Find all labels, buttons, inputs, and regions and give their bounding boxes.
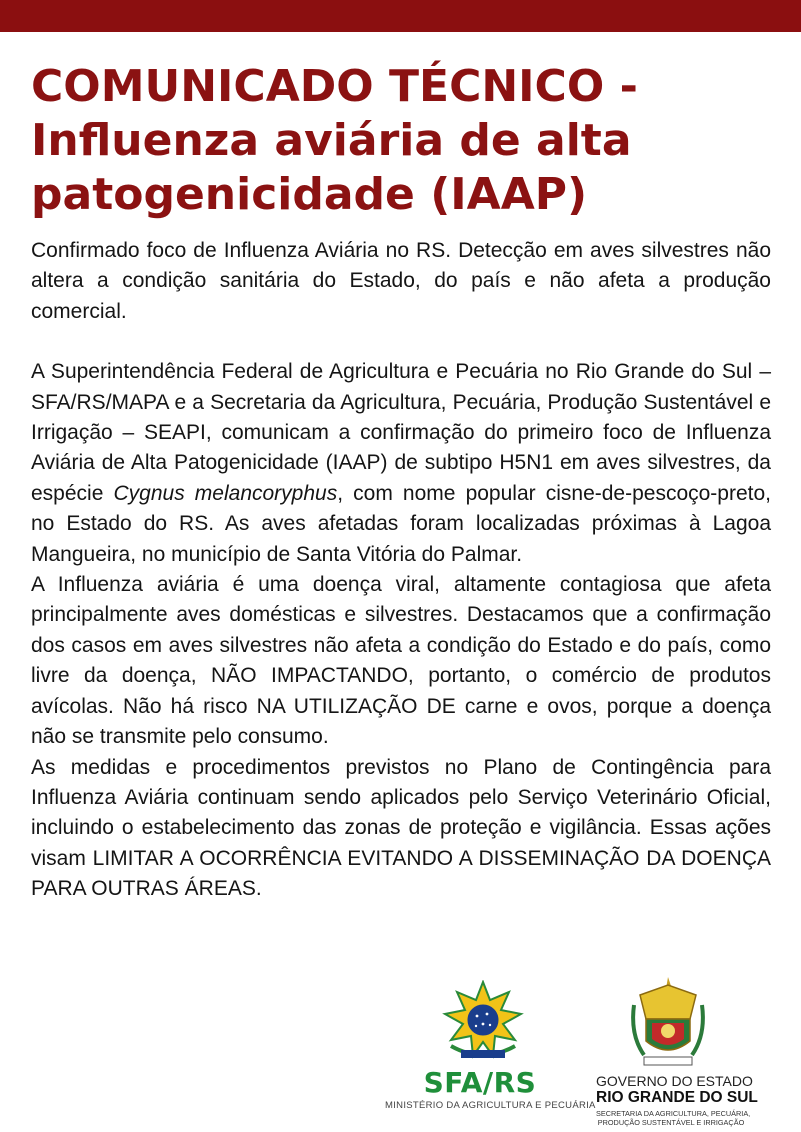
confirmation-paragraph: [31, 357, 771, 570]
measures-paragraph: As medidas e procedimentos previstos no Plano de Contingência para Influenza Aviária continuam sendo aplicados pelo Serviço Veterinário Oficial, incluindo o estabelecimento das zonas de proteção e vigilância. Essas ações visam LIMITAR A OCORRÊNCIA EVITANDO A DISSEMINAÇÃO DA DOENÇA PARA OUTRAS ÁREAS.: [31, 755, 771, 901]
sfa-rs-wordmark: SFA/RS: [423, 1066, 537, 1099]
species-name: Cygnus melancoryphus: [113, 481, 338, 505]
disease-info-paragraph: A Influenza aviária é uma doença viral, altamente contagiosa que afeta principalmente aves domésticas e silvestres. Destacamos que a confirmação dos casos em aves silvestres não afeta a condição do Estado e do país, como livre da doença, NÃO IMPACTANDO, portanto, o comércio de produtos avícolas. Não há risco NA UTILIZAÇÃO DE carne e ovos, porque a doença não se transmite pelo consumo.: [31, 573, 771, 749]
rio-grande-do-sul-coat-of-arms-icon: [630, 975, 706, 1071]
confirmation-text-end: , com nome popular cisne-de-pescoço-preto, no Estado do RS. As aves afetadas foram localizadas próximas à Lagoa Mangueira, no município de Santa Vitória do Palmar.: [31, 481, 772, 566]
rs-government-logo: [596, 975, 756, 1127]
summary-paragraph: Confirmado foco de Influenza Aviária no RS. Detecção em aves silvestres não altera a condição sanitária do Estado, do país e não afeta a produção comercial.: [31, 239, 771, 323]
government-line-1: GOVERNO DO ESTADO: [596, 1073, 753, 1089]
paragraph-spacer: [31, 327, 771, 357]
confirmation-text-start: A Superintendência Federal de Agricultura e Pecuária no Rio Grande do Sul – SFA/RS/MAPA e a Secretaria da Agricultura, Pecuária, Produção Sustentável e Irrigação – SEAPI, comunicam a confirmação do primeiro foco de Influenza Aviária de Alta Patogenicidade (IAAP) de subtipo H5N1 em aves silvestres, da espécie: [31, 360, 771, 505]
page-title: [31, 60, 771, 222]
top-banner-bar: [0, 0, 801, 32]
announcement-body: [31, 236, 771, 905]
brazil-coat-of-arms-icon: [437, 980, 529, 1068]
government-line-2: RIO GRANDE DO SUL: [596, 1089, 758, 1106]
ministry-label: MINISTÉRIO DA AGRICULTURA E PECUÁRIA: [385, 1100, 596, 1111]
title-line-2: Influenza aviária de alta: [31, 115, 632, 166]
title-line-3: patogenicidade (IAAP): [31, 169, 588, 220]
sfa-rs-logo: [385, 980, 596, 1115]
secretariat-line-2: PRODUÇÃO SUSTENTÁVEL E IRRIGAÇÃO: [597, 1118, 745, 1127]
title-line-1: COMUNICADO TÉCNICO -: [31, 61, 638, 112]
secretariat-line-1: SECRETARIA DA AGRICULTURA, PECUÁRIA,: [596, 1109, 751, 1118]
